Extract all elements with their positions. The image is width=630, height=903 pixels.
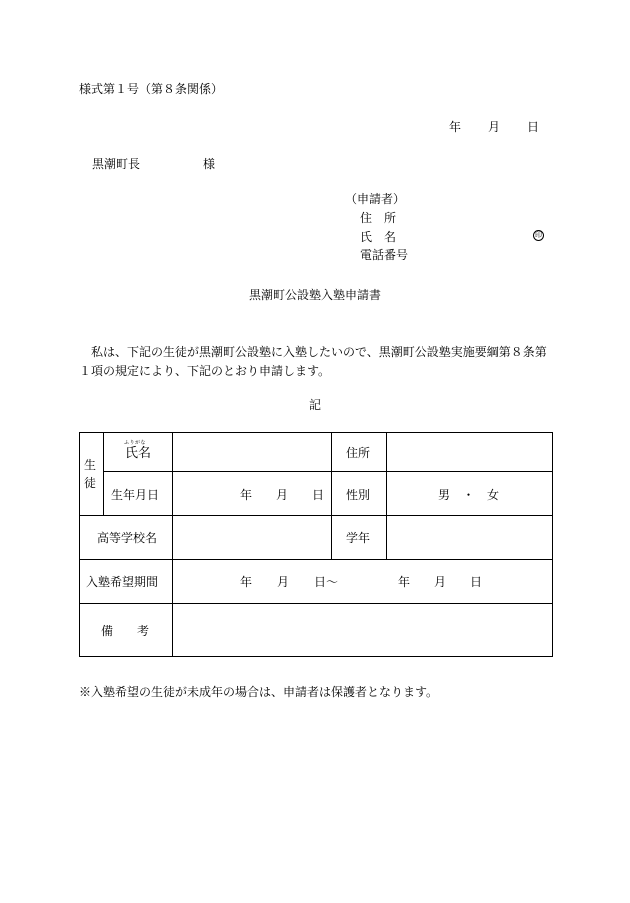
body-text: 私は、下記の生徒が黒潮町公設塾に入塾したいので、黒潮町公設塾実施要綱第８条第１項の規定により、下記のとおり申請します。 — [79, 345, 547, 378]
applicant-name-label: 氏 名 — [360, 230, 397, 244]
school-name-label: 高等学校名 — [97, 531, 158, 545]
period-start — [240, 576, 338, 588]
sex-separator: ・ — [462, 488, 475, 502]
to-day-label: 日 — [469, 575, 482, 589]
enrollment-period-label: 入塾希望期間 — [86, 575, 159, 589]
student-name-label: 氏名 — [125, 446, 152, 461]
ki-heading: 記 — [308, 398, 321, 412]
from-month-label: 月 — [276, 575, 289, 589]
applicant-phone-label: 電話番号 — [360, 248, 409, 262]
from-year-label: 年 — [240, 575, 253, 589]
addressee-name: 黒潮町長 — [92, 157, 141, 171]
birth-year-label: 年 — [240, 488, 253, 502]
document-title: 黒潮町公設塾入塾申請書 — [248, 288, 381, 302]
addressee-honorific: 様 — [203, 157, 216, 171]
addressee — [92, 157, 216, 171]
grade-label: 学年 — [346, 531, 371, 545]
seal-mark: 印 — [535, 231, 542, 239]
name-ruby: ふりがな — [124, 440, 147, 446]
applicant-address-label: 住 所 — [360, 211, 397, 225]
birthdate-label: 生年月日 — [111, 488, 160, 502]
student-address-label: 住所 — [346, 446, 371, 460]
footnote: ※入塾希望の生徒が未成年の場合は、申請者は保護者となります。 — [79, 685, 439, 699]
date-day-label: 日 — [526, 120, 539, 134]
sex-female: 女 — [486, 488, 499, 502]
student-label-1: 生 — [84, 458, 97, 472]
sex-options — [438, 489, 499, 501]
sex-male: 男 — [438, 488, 451, 502]
to-year-label: 年 — [398, 575, 411, 589]
from-day-label: 日～ — [313, 575, 338, 589]
birth-day-label: 日 — [311, 488, 324, 502]
remarks-char-2: 考 — [136, 624, 149, 638]
form-number: 様式第１号（第８条関係） — [79, 82, 224, 96]
period-end — [398, 576, 482, 588]
birth-month-label: 月 — [275, 488, 288, 502]
birthdate-field — [240, 489, 324, 501]
to-month-label: 月 — [433, 575, 446, 589]
remarks-label — [101, 625, 149, 637]
application-date — [449, 121, 539, 133]
applicant-heading: （申請者） — [345, 192, 406, 206]
remarks-char-1: 備 — [101, 624, 114, 638]
date-year-label: 年 — [449, 120, 462, 134]
date-month-label: 月 — [487, 120, 500, 134]
sex-label: 性別 — [346, 488, 371, 502]
student-label-2: 徒 — [84, 476, 97, 490]
